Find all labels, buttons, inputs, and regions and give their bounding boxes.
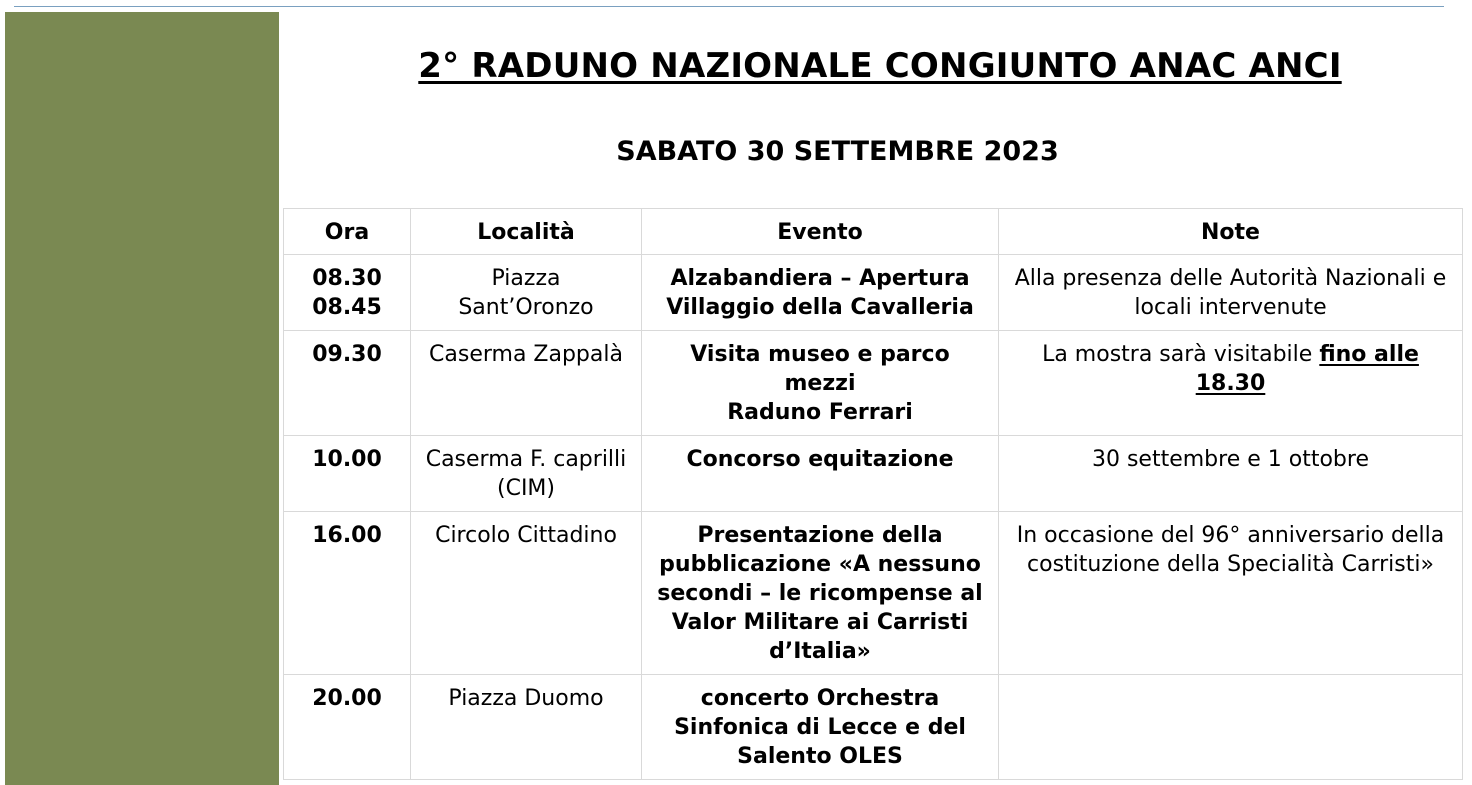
location-line: Piazza [491,266,561,291]
header-localita: Località [411,209,642,255]
cell-evento [642,331,999,436]
cell-localita [411,255,642,331]
table-row [284,331,1463,436]
header-note: Note [999,209,1463,255]
event-line: Visita museo e parco [690,342,950,367]
cell-evento [642,512,999,675]
location-line: Piazza Duomo [448,686,604,711]
table-row [284,255,1463,331]
note-line: 30 settembre e 1 ottobre [1091,447,1369,472]
green-sidebar-band [5,12,279,785]
event-line: pubblicazione «A nessuno [659,552,981,577]
note-emphasis: 18.30 [1195,371,1266,396]
time-line: 09.30 [312,342,382,367]
cell-ora [284,255,411,331]
event-line: secondi – le ricompense al [657,581,983,606]
table-row [284,675,1463,780]
time-line: 20.00 [312,686,382,711]
page-subtitle-date: SABATO 30 SETTEMBRE 2023 [616,136,1059,167]
event-line: Presentazione della [697,523,943,548]
event-line: Raduno Ferrari [727,400,913,425]
cell-ora [284,331,411,436]
location-line: Caserma Zappalà [429,342,623,367]
cell-ora [284,436,411,512]
location-line: Sant’Oronzo [458,295,594,320]
location-line: Caserma F. caprilli [425,447,627,472]
table-row [284,512,1463,675]
note-line: costituzione della Specialità Carristi» [1027,552,1434,577]
event-line: Villaggio della Cavalleria [666,295,974,320]
top-divider [14,6,1444,7]
cell-note [999,331,1463,436]
cell-ora [284,512,411,675]
cell-note [999,436,1463,512]
table-row [284,436,1463,512]
event-line: Alzabandiera – Apertura [670,266,970,291]
page-title: 2° RADUNO NAZIONALE CONGIUNTO ANAC ANCI [418,46,1342,86]
event-line: Salento OLES [737,744,903,769]
location-line: Circolo Cittadino [435,523,617,548]
event-line: concerto Orchestra [700,686,940,711]
note-line: Alla presenza delle Autorità Nazionali e [1014,266,1447,291]
location-line: (CIM) [497,476,555,501]
cell-evento [642,675,999,780]
event-line: mezzi [784,371,856,396]
cell-evento [642,255,999,331]
note-line: In occasione del 96° anniversario della [1016,523,1445,548]
table-header-row [284,209,1463,255]
time-line: 08.45 [312,295,382,320]
time-line: 08.30 [312,266,382,291]
event-line: Valor Militare ai Carristi [671,610,969,635]
cell-note [999,675,1463,780]
header-evento: Evento [642,209,999,255]
event-line: d’Italia» [769,639,871,664]
cell-note [999,255,1463,331]
cell-localita [411,675,642,780]
note-line: locali intervenute [1134,295,1327,320]
event-line: Sinfonica di Lecce e del [674,715,966,740]
cell-note [999,512,1463,675]
note-line [1009,340,1452,369]
header-ora: Ora [284,209,411,255]
cell-localita [411,436,642,512]
note-emphasis: fino alle [1319,342,1419,367]
cell-ora [284,675,411,780]
note-prefix: La mostra sarà visitabile [1042,342,1320,367]
time-line: 10.00 [312,447,382,472]
schedule-table [283,208,1463,780]
cell-localita [411,331,642,436]
cell-evento [642,436,999,512]
cell-localita [411,512,642,675]
note-line [1009,369,1452,398]
time-line: 16.00 [312,523,382,548]
event-line: Concorso equitazione [686,447,954,472]
